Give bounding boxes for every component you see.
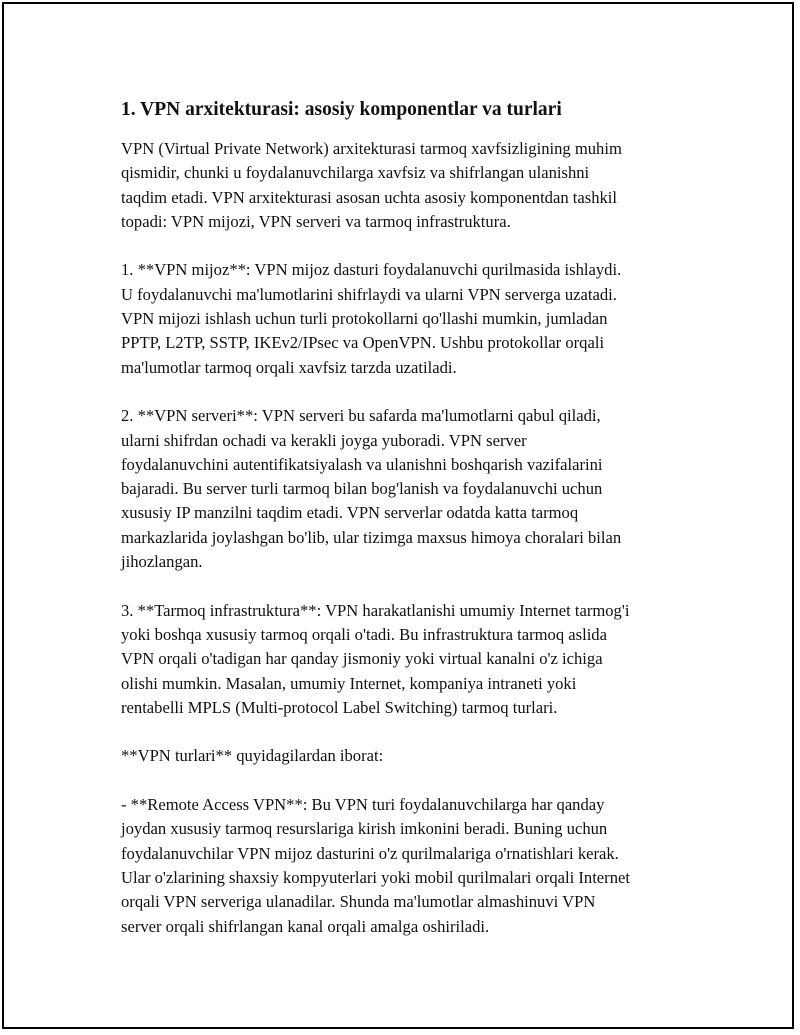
text-line: yoki boshqa xususiy tarmoq orqali o'tadi. Bu infrastruktura tarmoq aslida xyxy=(121,624,607,644)
text-line: Ular o'zlarining shaxsiy kompyuterlari yoki mobil qurilmalari orqali Internet xyxy=(121,867,630,887)
text-line: - **Remote Access VPN**: Bu VPN turi foydalanuvchilarga har qanday xyxy=(121,795,605,815)
paragraph-gap xyxy=(121,574,701,598)
document-body xyxy=(121,97,701,939)
paragraph xyxy=(121,137,701,234)
text-line: topadi: VPN mijozi, VPN serveri va tarmoq infrastruktura. xyxy=(121,211,511,231)
text-line: **VPN turlari** quyidagilardan iborat: xyxy=(121,746,384,766)
text-line: 2. **VPN serveri**: VPN serveri bu safarda ma'lumotlarni qabul qiladi, xyxy=(121,406,601,426)
text-line: markazlarida joylashgan bo'lib, ular tizimga maxsus himoya choralari bilan xyxy=(121,527,622,547)
paragraph-gap xyxy=(121,769,701,793)
text-line: 3. **Tarmoq infrastruktura**: VPN harakatlanishi umumiy Internet tarmog'i xyxy=(121,600,630,620)
text-line: taqdim etadi. VPN arxitekturasi asosan uchta asosiy komponentdan tashkil xyxy=(121,187,618,207)
paragraph xyxy=(121,793,701,939)
text-line: VPN mijozi ishlash uchun turli protokollarni qo'llashi mumkin, jumladan xyxy=(121,309,608,329)
paragraph xyxy=(121,404,701,574)
paragraph xyxy=(121,258,701,379)
paragraph-gap xyxy=(121,380,701,404)
paragraph-gap xyxy=(121,720,701,744)
text-line: bajaradi. Bu server turli tarmoq bilan bog'lanish va foydalanuvchi uchun xyxy=(121,479,603,499)
text-line: qismidir, chunki u foydalanuvchilarga xavfsiz va shifrlangan ulanishni xyxy=(121,163,590,183)
text-line: foydalanuvchini autentifikatsiyalash va ulanishni boshqarish vazifalarini xyxy=(121,454,603,474)
text-line: rentabelli MPLS (Multi-protocol Label Switching) tarmoq turlari. xyxy=(121,697,558,717)
paragraph-gap xyxy=(121,234,701,258)
text-line: server orqali shifrlangan kanal orqali amalga oshiriladi. xyxy=(121,916,490,936)
page-frame xyxy=(2,2,794,1029)
text-line: orqali VPN serveriga ulanadilar. Shunda ma'lumotlar almashinuvi VPN xyxy=(121,892,596,912)
paragraph xyxy=(121,599,701,720)
text-line: ma'lumotlar tarmoq orqali xavfsiz tarzda uzatiladi. xyxy=(121,357,457,377)
text-line: joydan xususiy tarmoq resurslariga kirish imkonini beradi. Buning uchun xyxy=(121,819,608,839)
text-blocks xyxy=(121,137,701,939)
text-line: foydalanuvchilar VPN mijoz dasturini o'z qurilmalariga o'rnatishlari kerak. xyxy=(121,843,619,863)
text-line: 1. **VPN mijoz**: VPN mijoz dasturi foydalanuvchi qurilmasida ishlaydi. xyxy=(121,260,622,280)
text-line: olishi mumkin. Masalan, umumiy Internet, kompaniya intraneti yoki xyxy=(121,673,577,693)
text-line: U foydalanuvchi ma'lumotlarini shifrlaydi va ularni VPN serverga uzatadi. xyxy=(121,284,617,304)
text-line: PPTP, L2TP, SSTP, IKEv2/IPsec va OpenVPN. Ushbu protokollar orqali xyxy=(121,333,605,353)
paragraph xyxy=(121,744,701,768)
text-line: xususiy IP manzilni taqdim etadi. VPN serverlar odatda katta tarmoq xyxy=(121,503,579,523)
section-heading: 1. VPN arxitekturasi: asosiy komponentlar va turlari xyxy=(121,99,562,120)
text-line: ularni shifrdan ochadi va kerakli joyga yuboradi. VPN server xyxy=(121,430,527,450)
text-line: VPN orqali o'tadigan har qanday jismoniy yoki virtual kanalni o'z ichiga xyxy=(121,649,603,669)
text-line: jihozlangan. xyxy=(121,552,203,572)
text-line: VPN (Virtual Private Network) arxitekturasi tarmoq xavfsizligining muhim xyxy=(121,139,622,158)
